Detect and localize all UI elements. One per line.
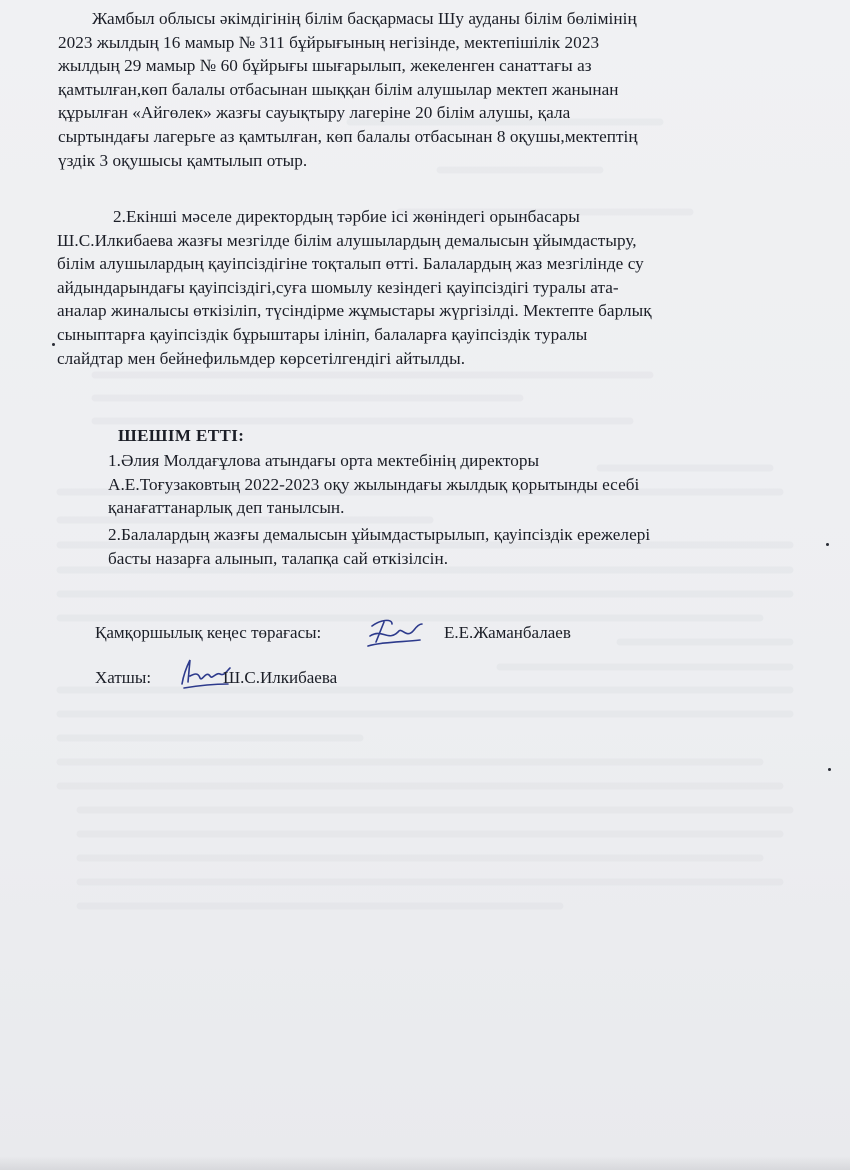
scan-speck: [826, 543, 829, 546]
text-line: білім алушылардың қауіпсіздігіне тоқталып өтті. Балалардың жаз мезгілінде су: [57, 254, 644, 274]
secretary-name: Ш.С.Илкибаева: [223, 668, 338, 687]
decision-item-2: [108, 523, 650, 570]
text-line: аналар жиналысы өткізіліп, түсіндірме жұмыстары жүргізілді. Мектепте барлық: [57, 301, 652, 321]
bottom-edge-shadow: [0, 1156, 850, 1170]
decision-item-1: [108, 449, 639, 520]
text-line: сыртындағы лагерьге аз қамтылған, көп балалы отбасынан 8 оқушы,мектептің: [58, 126, 638, 146]
text-line: Ш.С.Илкибаева жазғы мезгілде білім алушылардың демалысын ұйымдастыру,: [57, 230, 637, 250]
text-line: қамтылған,көп балалы отбасынан шыққан білім алушылар мектеп жанынан: [58, 79, 619, 99]
chair-name: Е.Е.Жаманбалаев: [444, 623, 571, 642]
secretary-title: Хатшы:: [95, 668, 152, 687]
text-line: үздік 3 оқушысы қамтылып отыр.: [58, 150, 308, 170]
text-line: слайдтар мен бейнефильмдер көрсетілгендігі айтылды.: [57, 348, 466, 368]
scan-speck: [52, 343, 55, 346]
text-line: құрылған «Айгөлек» жазғы сауықтыру лагеріне 20 білім алушы, қала: [58, 103, 571, 123]
text-line: сыныптарға қауіпсіздік бұрыштары ілініп, балаларға қауіпсіздік туралы: [57, 324, 588, 344]
text-line: 1.Әлия Молдағұлова атындағы орта мектебінің директоры: [108, 451, 540, 470]
text-line: айдындарындағы қауіпсіздігі,суға шомылу кезіндегі қауіпсіздігі туралы ата-: [57, 277, 619, 297]
text-line: жылдың 29 мамыр № 60 бұйрығы шығарылып, жекеленген санаттағы аз: [58, 56, 592, 76]
text-line: 2.Екінші мәселе директордың тәрбие ісі жөніндегі орынбасары: [113, 207, 580, 226]
text-line: 2023 жылдың 16 мамыр № 311 бұйрығының негізінде, мектепішілік 2023: [58, 32, 600, 52]
chair-signature-icon: [362, 612, 424, 650]
decision-heading: ШЕШІМ ЕТТІ:: [118, 426, 245, 445]
paragraph-school-camps: [58, 7, 638, 172]
text-line: 2.Балалардың жазғы демалысын ұйымдастырылып, қауіпсіздік ережелері: [108, 525, 651, 544]
chair-title: Қамқоршылық кеңес төрағасы:: [95, 623, 322, 642]
paragraph-second-issue: [57, 205, 652, 370]
text-line: Жамбыл облысы әкімдігінің білім басқармасы Шу ауданы білім бөлімінің: [92, 9, 637, 28]
text-line: қанағаттанарлық деп танылсын.: [108, 498, 345, 518]
scan-speck: [828, 768, 831, 771]
text-line: басты назарға алынып, талапқа сай өткізілсін.: [108, 548, 449, 568]
text-line: А.Е.Тоғузаковтың 2022-2023 оқу жылындағы жылдық қорытынды есебі: [108, 474, 640, 494]
